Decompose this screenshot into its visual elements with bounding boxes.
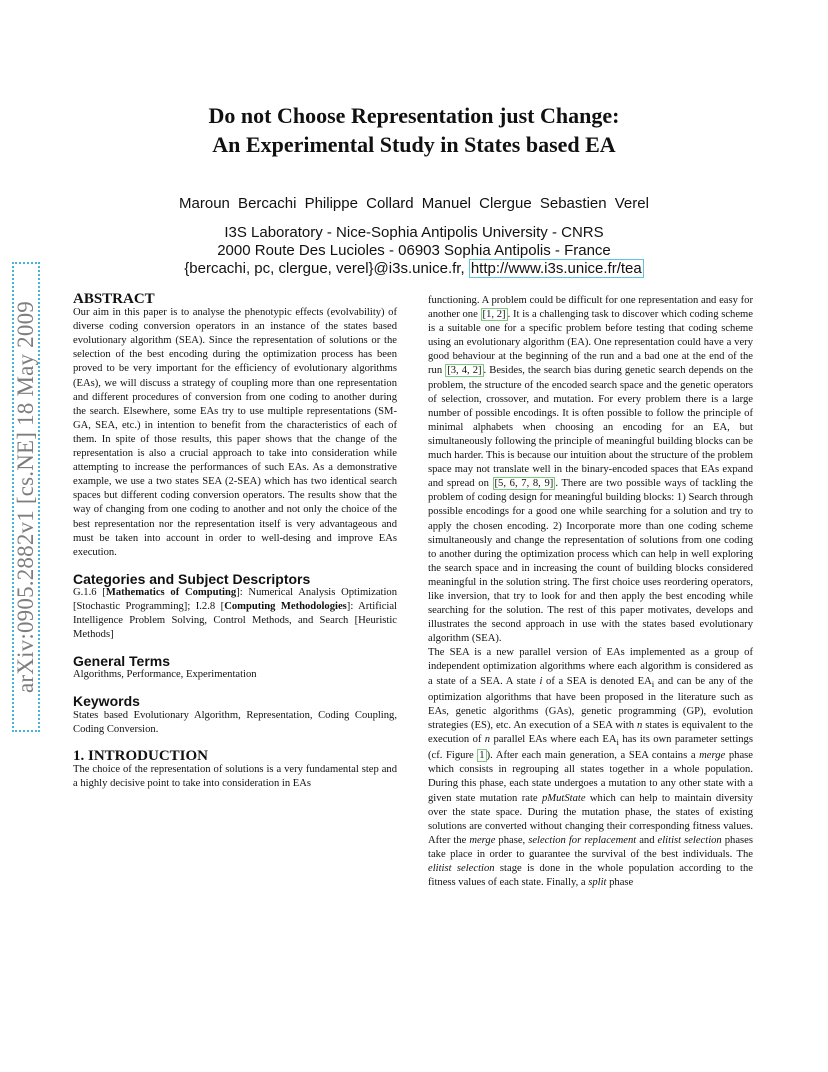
abstract-heading: ABSTRACT xyxy=(73,291,155,307)
paper-title-line2: An Experimental Study in States based EA xyxy=(212,132,616,157)
citation-link[interactable]: [3, 4, 2] xyxy=(447,365,482,377)
authors: Maroun Bercachi Philippe Collard Manuel Clergue Sebastien Verel xyxy=(179,195,649,212)
general-terms-text: Algorithms, Performance, Experimentation xyxy=(73,669,257,681)
citation-link[interactable]: [5, 6, 7, 8, 9] xyxy=(494,478,554,490)
general-terms-heading: General Terms xyxy=(73,653,171,670)
author-emails: {bercachi, pc, clergue, verel}@i3s.unice.fr, xyxy=(184,260,469,277)
citation-link[interactable]: [1, 2] xyxy=(482,309,506,321)
introduction-text: The choice of the representation of solutions is a very fundamental step and a highly decisive point to take into consideration in EAs xyxy=(73,763,397,789)
figure-link[interactable]: 1 xyxy=(479,750,485,762)
affiliation-line2: 2000 Route Des Lucioles - 06903 Sophia Antipolis - France xyxy=(217,242,611,259)
arxiv-stamp: arXiv:0905.2882v1 [cs.NE] 18 May 2009 xyxy=(6,262,46,732)
keywords-text: States based Evolutionary Algorithm, Representation, Coding Coupling, Coding Conversion. xyxy=(73,709,397,735)
keywords-heading: Keywords xyxy=(73,693,140,710)
introduction-heading: 1. INTRODUCTION xyxy=(73,747,209,764)
affiliation-line1: I3S Laboratory - Nice-Sophia Antipolis University - CNRS xyxy=(224,224,604,241)
categories-text: G.1.6 [Mathematics of Computing]: Numerical Analysis Optimization [Stochastic Programming]; I.2.8 [Computing Methodologies]: Artificial Intelligence Problem Solving, Control Methods, and Search [Heuristic Methods] xyxy=(73,586,398,641)
introduction-continued-text: functioning. A problem could be difficult for one representation and easy for another one [1, 2] . It is a challenging task to discover which coding scheme is a suitable one for a specific problem before testing that coding scheme using an evolutionary algorithm (EA). One representation could have a very good behaviour at the beginning of the run and a bad one at the end of the run [3, 4, 2] . Besides, the search bias during genetic search depends on the problem, the structure of the encoded search space and the genetic operators of selection, crossover, and mutation. For every problem there is a large number of possible encodings. It is often possible to follow the principle of minimal alphabets when choosing an encoding for an EA, but simultaneously following the principle of meaningful building blocks can be much harder. This is because our intuition about the structure of the problem space may not translate well in the binary-encoded spaces that EAs expand and spread on [5, 6, 7, 8, 9] . There are two possible ways of tackling the problem of coding design for meaningful building blocks: 1) Search through possible encodings for a good one while searching for a solution and try to apply the chosen encoding. 2) Incorporate more than one coding scheme simultaneously and change the representation of solutions from one coding to another during the optimization process which can help in well exploring the search space and in increasing the count of building blocks considered meaningful in the solution string. The first choice uses reordering operators, like inversion, that try to look for and then apply the best encoding while searching for the solution. The rest of this paper motivates, develops and illustrates the second approach in use with the states based evolutionary algorithm (SEA). xyxy=(428,295,753,645)
sea-description-text: The SEA is a new parallel version of EAs implemented as a group of independent optimization algorithms where each algorithm is considered as a state of a SEA. A state i of a SEA is denoted $EA_i$ and can be any of the optimization algorithms that have been proposed in the literature such as EAs, genetic algorithms (GAs), genetic programming (GP), evolution strategies (ES), etc. An execution of a SEA with n states is equivalent to the execution of n parallel EAs where each $EA_i$ has its own parameter settings (cf. Figure 1 ). After each main generation, a SEA contains a merge phase which consists in regrouping all states together in a whole population. During this phase, each state undergoes a mutation to any other state with a given state mutation rate pMutState which can help to maintain diversity over the state space. During the mutation phase, the states of existing solutions are converted without changing their corresponding fitness values. After the merge phase, selection for replacement and elitist selection phases take place in order to guarantee the survival of the best individuals. The elitist selection stage is done in the whole population according to the fitness values of each state. Finally, a split phase xyxy=(428,647,753,889)
abstract-text: Our aim in this paper is to analyse the phenotypic effects (evolvability) of diverse coding conversion operators in an instance of the states based evolutionary algorithm (SEA). Since the representation of solutions or the selection of the best encoding during the optimization process has been proved to be very important for the efficiency of evolutionary algorithms (EAs), we will discuss a strategy of coupling more than one representation and different procedures of conversion from one coding to another during the search. Elsewhere, some EAs try to use multiple representations (SM-GA, SEA, etc.) in intention to benefit from the characteristics of each of them. In spite of those results, this paper shows that the change of the representation is also a crucial approach to take into consideration while attempting to increase the performances of such EAs. As a demonstrative example, we use a two states SEA (2-SEA) which has two identical search spaces but different coding conversion operators. The results show that the way of changing from one coding to another and not only the choice of the best representation nor the representation itself is very advantageous and must be taken into account in order to well-desing and improve EAs execution. xyxy=(73,307,397,558)
affiliation-url-link[interactable]: http://www.i3s.unice.fr/tea xyxy=(470,260,642,277)
paper-title-line1: Do not Choose Representation just Change: xyxy=(208,103,620,128)
left-column xyxy=(73,292,397,791)
affiliation-line3 xyxy=(0,260,828,277)
right-column xyxy=(428,294,753,890)
categories-heading: Categories and Subject Descriptors xyxy=(73,570,311,587)
